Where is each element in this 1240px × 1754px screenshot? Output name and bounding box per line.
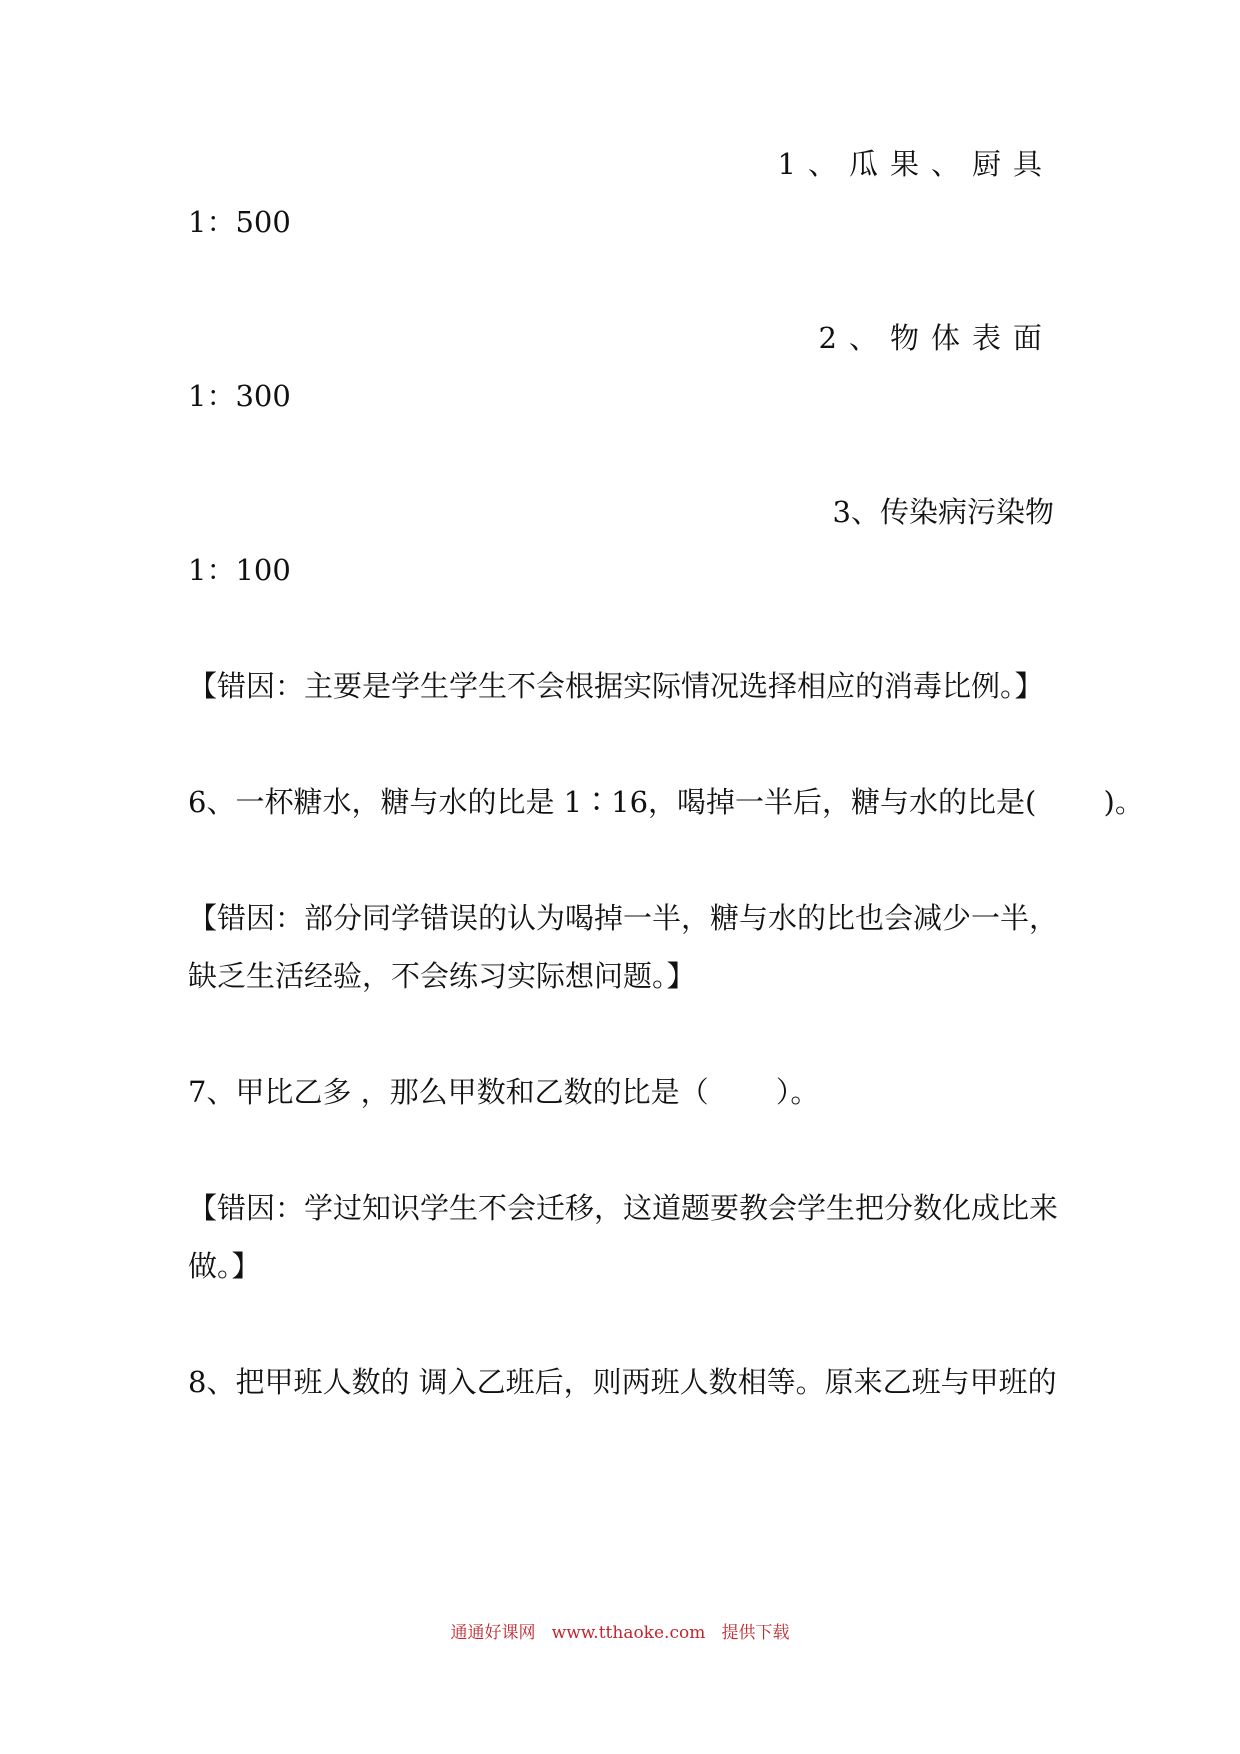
question-7-reason-line-2: 做。】 (188, 1249, 261, 1283)
question-7: 7、甲比乙多 ，那么甲数和乙数的比是（ ）。 (188, 1075, 820, 1109)
question-7-reason-line-1: 【错因：学过知识学生不会迁移，这道题要教会学生把分数化成比来 (188, 1191, 1059, 1225)
footer-source-link[interactable]: 通通好课网 www.tthaoke.com 提供下载 (450, 1623, 790, 1643)
item-1-ratio: 1：500 (188, 205, 291, 239)
item-3-ratio: 1：100 (188, 553, 291, 587)
item-2-ratio: 1：300 (188, 379, 291, 413)
item-3-label: 3、传染病污染物 (832, 495, 1054, 529)
question-8: 8、把甲班人数的 调入乙班后，则两班人数相等。原来乙班与甲班的 (188, 1365, 1057, 1399)
item-1-label: 1、瓜果、厨具 (777, 147, 1054, 181)
question-6: 6、一杯糖水，糖与水的比是 1∶16，喝掉一半后，糖与水的比是( )。 (188, 785, 1144, 819)
question-6-reason-line-1: 【错因：部分同学错误的认为喝掉一半，糖与水的比也会减少一半， (188, 901, 1059, 935)
question-6-reason-line-2: 缺乏生活经验，不会练习实际想问题。】 (188, 959, 696, 993)
item-2-label: 2、物体表面 (818, 321, 1054, 355)
error-reason-5: 【错因：主要是学生学生不会根据实际情况选择相应的消毒比例。】 (188, 669, 1044, 703)
